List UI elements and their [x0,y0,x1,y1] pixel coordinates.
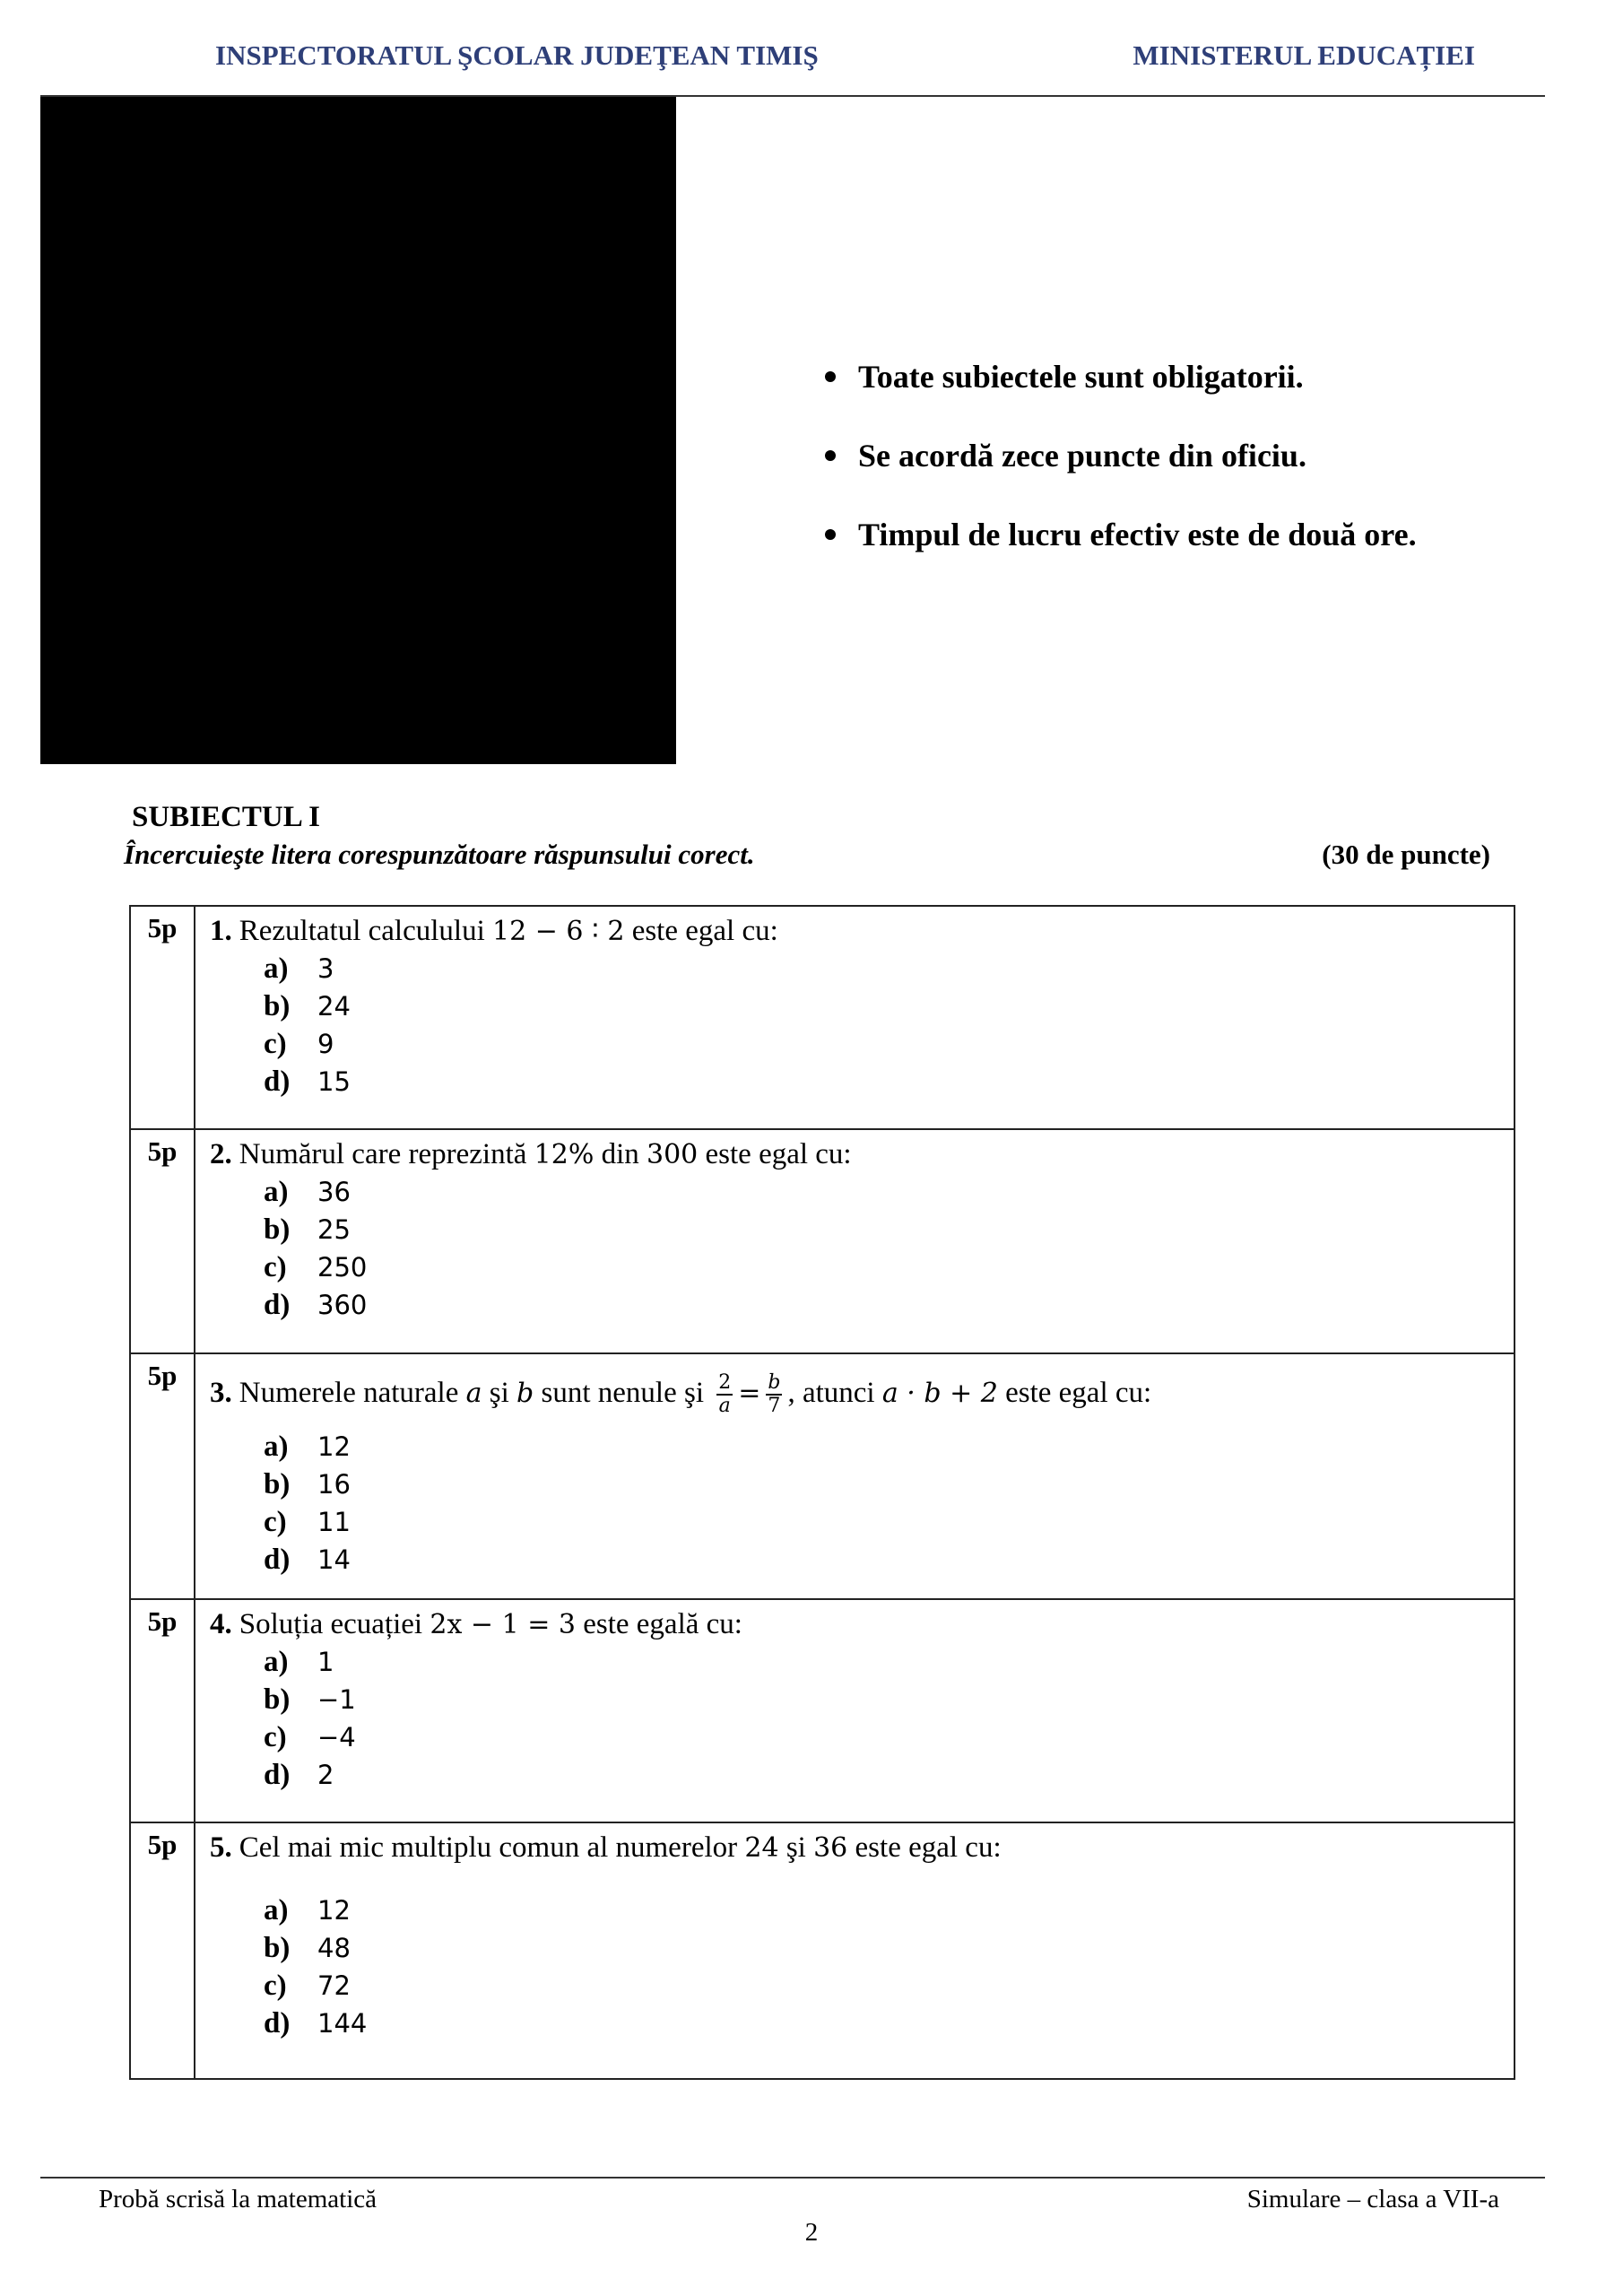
option-label: b) [264,1932,291,1964]
page-number: 2 [804,2218,819,2247]
option-label: a) [264,1894,289,1926]
option[interactable] [210,1286,1514,1324]
text: din [594,1138,647,1170]
text: este egal cu: [624,915,778,947]
option[interactable] [210,1503,1514,1541]
option-value: 24 [317,991,351,1022]
option-label: d) [264,1065,291,1098]
option[interactable] [210,1892,1514,1929]
option[interactable] [210,950,1514,987]
option[interactable] [210,1248,1514,1286]
question-row [130,1599,1515,1822]
text: şi [482,1377,517,1409]
question-number: 2. [210,1138,232,1170]
text: este egală cu: [575,1608,742,1640]
option-value: 16 [317,1469,351,1500]
header-inspectorate: INSPECTORATUL ŞCOLAR JUDEŢEAN TIMIŞ [215,39,819,71]
option-label: c) [264,1251,287,1283]
question-points: 5p [130,1822,195,2079]
question-number: 4. [210,1608,232,1640]
redacted-block [40,97,676,764]
option-value: 48 [317,1933,351,1963]
text: Cel mai mic multiplu comun al numerelor [239,1831,745,1864]
spacer [210,1866,1514,1892]
fraction [716,1372,733,1417]
option[interactable] [210,1967,1514,2005]
footer-exam-type: Simulare – clasa a VII-a [1246,2185,1499,2213]
question-row [130,906,1515,1129]
question-text [210,912,1514,950]
text: este egal cu: [997,1377,1152,1409]
question-row [130,1353,1515,1599]
option-label: a) [264,1176,289,1208]
option-label: c) [264,1028,287,1060]
subject-title: SUBIECTUL I [132,801,321,833]
text: şi [778,1831,814,1864]
option-label: b) [264,1683,291,1716]
option[interactable] [210,1718,1514,1756]
math-expr: 300 [647,1139,699,1170]
math-expr: 24 [744,1832,779,1864]
instruction-item: Toate subiectele sunt obligatorii. [825,357,1417,436]
header-ministry: MINISTERUL EDUCAȚIEI [1133,39,1475,71]
option-value: 36 [317,1177,351,1207]
option-label: c) [264,1970,287,2002]
option-value: 25 [317,1214,351,1245]
math-expr: 12 − 6 ∶ 2 [492,916,625,947]
option[interactable] [210,1929,1514,1967]
option-value: 14 [317,1544,351,1575]
option-value: 11 [317,1507,351,1537]
text: este egal cu: [698,1138,852,1170]
question-points: 5p [130,1599,195,1822]
option-value: −1 [317,1684,356,1715]
option-label: a) [264,952,289,985]
question-number: 5. [210,1831,232,1864]
option-label: b) [264,1468,291,1500]
math-var: b [516,1378,534,1409]
option-value: 250 [317,1252,368,1283]
option-value: −4 [317,1722,356,1752]
fraction-numerator: b [768,1371,781,1395]
questions-table [129,905,1515,2080]
math-expr: 36 [813,1832,848,1864]
question-points: 5p [130,1353,195,1599]
text: Numărul care reprezintă [239,1138,534,1170]
question-points: 5p [130,906,195,1129]
option[interactable] [210,1025,1514,1063]
option-label: a) [264,1431,289,1463]
question-number: 3. [210,1377,232,1409]
option-label: d) [264,2007,291,2039]
option[interactable] [210,1756,1514,1794]
question-text [210,1358,1514,1428]
equals-sign: = [738,1378,761,1409]
option[interactable] [210,1428,1514,1465]
question-text [210,1605,1514,1643]
text: sunt nenule şi [534,1377,712,1409]
footer-divider [40,2177,1545,2179]
question-row [130,1129,1515,1353]
option[interactable] [210,1643,1514,1681]
footer-exam-name: Probă scrisă la matematică [99,2185,378,2213]
math-expr: 2x − 1 = 3 [430,1609,576,1640]
option-value: 15 [317,1066,351,1097]
option-value: 2 [317,1760,334,1790]
option[interactable] [210,1063,1514,1100]
option[interactable] [210,1465,1514,1503]
question-row [130,1822,1515,2079]
math-expr: 12% [534,1139,595,1170]
option-label: d) [264,1544,291,1576]
question-text [210,1135,1514,1173]
option-label: d) [264,1289,291,1321]
fraction-denominator: a [718,1395,731,1418]
option-label: a) [264,1646,289,1678]
text: Numerele naturale [239,1377,466,1409]
question-text [210,1829,1514,1866]
option-value: 3 [317,953,334,984]
subject-instruction: Încercuieşte litera corespunzătoare răspunsului corect. [124,839,755,870]
option-value: 12 [317,1895,351,1926]
instruction-item: Se acordă zece puncte din oficiu. [825,436,1417,515]
text: este egal cu: [847,1831,1002,1864]
question-points: 5p [130,1129,195,1353]
math-var: a [465,1378,482,1409]
text: Soluția ecuației [239,1608,430,1640]
instruction-item: Timpul de lucru efectiv este de două ore. [825,515,1417,594]
option[interactable] [210,2005,1514,2042]
text: Rezultatul calculului [239,915,492,947]
fraction-denominator: 7 [768,1395,781,1418]
option-value: 9 [317,1029,334,1059]
option-value: 1 [317,1647,334,1677]
option-value: 144 [317,2008,368,2039]
option[interactable] [210,1681,1514,1718]
option-value: 72 [317,1970,351,2001]
option-label: c) [264,1506,287,1538]
subject-points: (30 de puncte) [1322,839,1490,870]
option[interactable] [210,1173,1514,1211]
fraction-numerator: 2 [718,1371,732,1395]
option-label: c) [264,1721,287,1753]
option[interactable] [210,1541,1514,1578]
option-label: b) [264,990,291,1022]
math-expr: a · b + 2 [881,1378,998,1409]
option-label: b) [264,1213,291,1246]
option[interactable] [210,987,1514,1025]
option[interactable] [210,1211,1514,1248]
question-number: 1. [210,915,232,947]
fraction [766,1372,782,1417]
option-value: 360 [317,1290,368,1320]
option-value: 12 [317,1431,351,1462]
instructions-list [825,357,1417,594]
text: , atunci [787,1377,882,1409]
option-label: d) [264,1759,291,1791]
